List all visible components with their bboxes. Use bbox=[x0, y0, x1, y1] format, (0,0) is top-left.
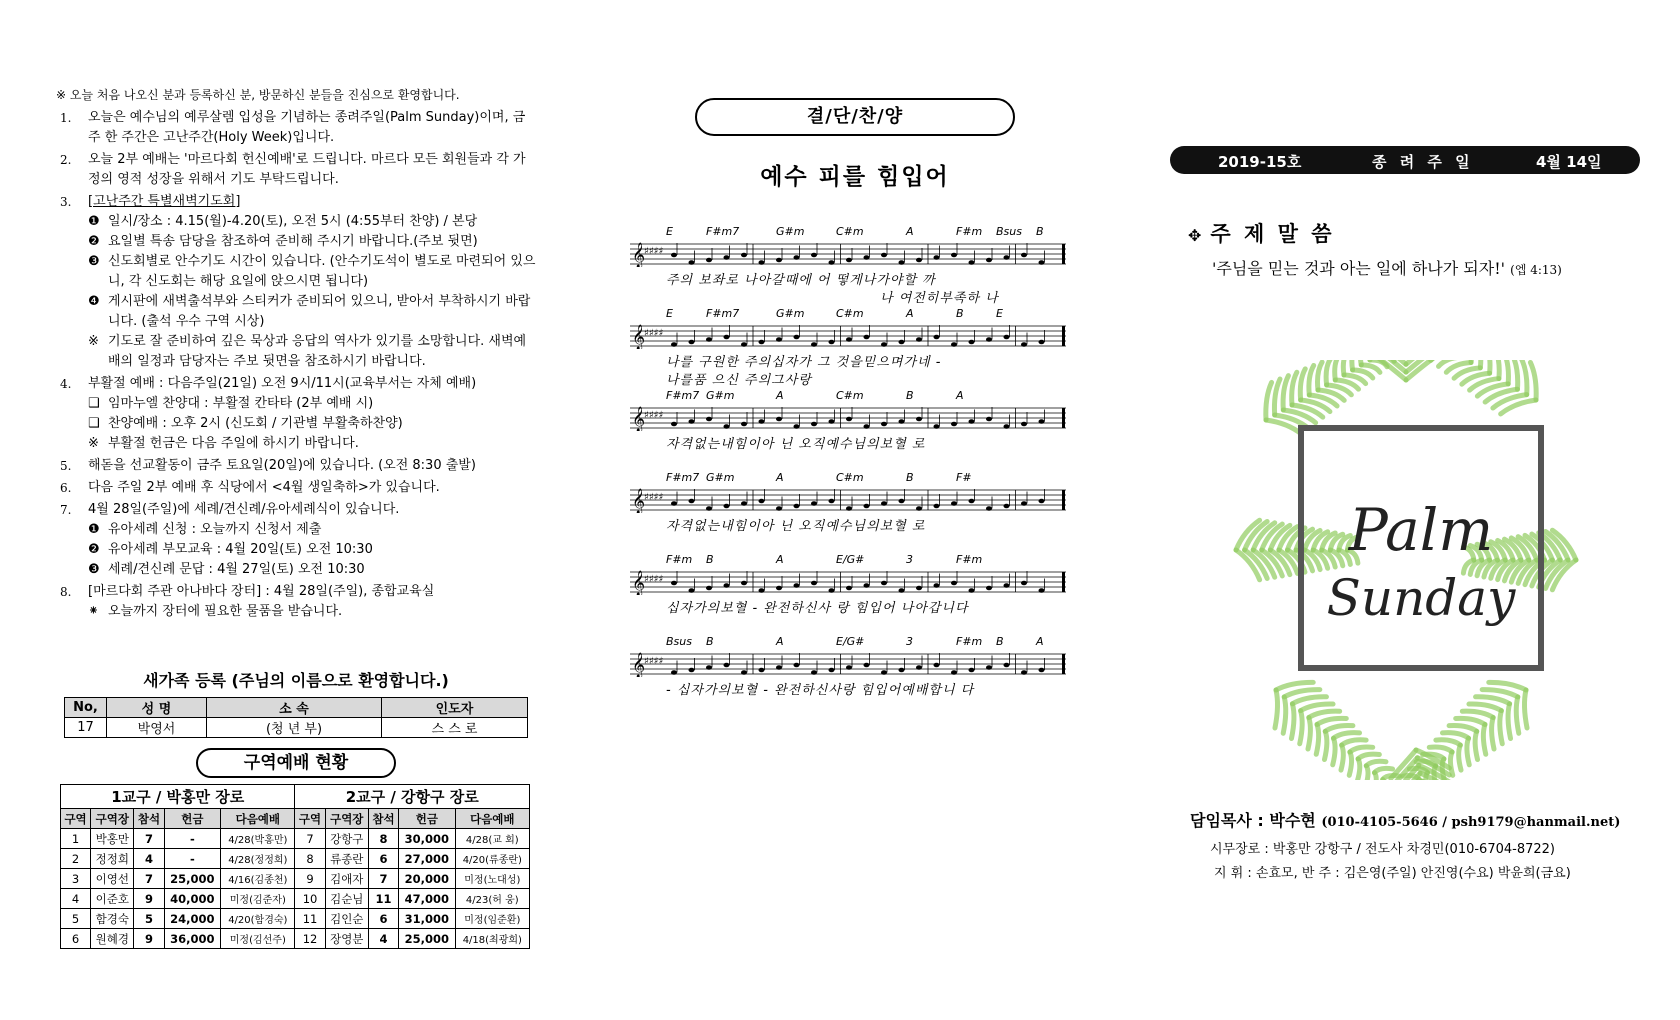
chord-label: C#m bbox=[836, 225, 864, 238]
lyric-line: 나 여전히부족하 나 bbox=[880, 291, 999, 306]
note-icon bbox=[934, 424, 940, 429]
chord-label: B bbox=[706, 553, 714, 566]
note-icon bbox=[794, 504, 800, 509]
note-icon bbox=[951, 253, 957, 258]
note-icon bbox=[811, 422, 817, 427]
treble-clef-icon: 𝄞 bbox=[632, 653, 646, 677]
note-icon bbox=[986, 337, 992, 342]
note-icon bbox=[759, 499, 765, 504]
note-icon bbox=[706, 258, 712, 263]
chord-label: B bbox=[706, 635, 714, 648]
note-icon bbox=[706, 665, 712, 670]
chord-label: F#m bbox=[956, 553, 983, 566]
notice-sub: ❷ 유아세례 부모교육 : 4월 20일(토) 오전 10:30 bbox=[88, 542, 373, 557]
key-signature-icon: ♯♯♯♯ bbox=[644, 410, 664, 421]
note-icon bbox=[916, 665, 922, 670]
note-icon bbox=[724, 504, 730, 509]
chord-label: A bbox=[956, 389, 964, 402]
notice-sub: ❷ 요일별 특송 담당을 참조하여 준비해 주시기 바랍니다.(주보 뒷면) bbox=[88, 234, 478, 249]
chord-label: F#m bbox=[956, 635, 983, 648]
chord-row bbox=[666, 471, 1070, 487]
note-icon bbox=[986, 586, 992, 591]
staff-line bbox=[630, 553, 1080, 635]
note-icon bbox=[776, 258, 782, 263]
note-icon bbox=[776, 665, 782, 670]
music-staff bbox=[630, 487, 1066, 513]
note-icon bbox=[759, 260, 765, 265]
note-icon bbox=[846, 337, 852, 342]
chord-label: G#m bbox=[776, 225, 805, 238]
note-icon bbox=[1021, 581, 1027, 586]
note-icon bbox=[1021, 501, 1027, 506]
chord-label: B bbox=[1036, 225, 1044, 238]
notice-1 bbox=[56, 108, 536, 148]
treble-clef-icon: 𝄞 bbox=[632, 243, 646, 267]
note-icon bbox=[724, 255, 730, 260]
treble-clef-icon: 𝄞 bbox=[632, 407, 646, 431]
note-icon bbox=[741, 501, 747, 506]
note-icon bbox=[741, 342, 747, 347]
note-icon bbox=[864, 255, 870, 260]
notice-sub: ❑ 임마누엘 찬양대 : 부활절 칸타타 (2부 예배 시) bbox=[88, 396, 374, 411]
chord-label: B bbox=[996, 635, 1004, 648]
note-icon bbox=[1004, 663, 1010, 668]
treble-clef-icon: 𝄞 bbox=[632, 571, 646, 595]
note-icon bbox=[986, 665, 992, 670]
notice-text: 오늘은 예수님의 예루살렘 입성을 기념하는 종려주일(Palm Sunday)이며, 금주 한 주간은 고난주간(Holy Week)입니다. bbox=[88, 110, 526, 145]
note-icon bbox=[829, 419, 835, 424]
notice-5 bbox=[56, 456, 536, 476]
chord-label: A bbox=[776, 635, 784, 648]
chord-label: C#m bbox=[836, 471, 864, 484]
note-icon bbox=[899, 419, 905, 424]
chord-row bbox=[666, 389, 1070, 405]
notice-sub: ❹ 게시판에 새벽출석부와 스티커가 준비되어 있으니, 받아서 부착하시기 바랍니다. (출석 우수 구역 시상) bbox=[88, 294, 531, 329]
hymn-header: 결/단/찬/양 bbox=[695, 98, 1015, 136]
note-icon bbox=[706, 417, 712, 422]
note-icon bbox=[759, 340, 765, 345]
note-icon bbox=[811, 342, 817, 347]
note-icon bbox=[776, 586, 782, 591]
staff-line bbox=[630, 307, 1080, 389]
group-2-title: 2교구 / 강항구 장로 bbox=[295, 785, 530, 809]
lyric-line: 자격없는내힘이아 닌 오직예수님의보혈 로 bbox=[666, 437, 926, 452]
note-icon bbox=[724, 335, 730, 340]
note-icon bbox=[1039, 340, 1045, 345]
note-icon bbox=[846, 417, 852, 422]
notice-text: 부활절 예배 : 다음주일(21일) 오전 9시/11시(교육부서는 자체 예배) bbox=[88, 376, 477, 391]
chord-row bbox=[666, 635, 1070, 651]
note-icon bbox=[899, 668, 905, 673]
note-icon bbox=[689, 588, 695, 593]
note-icon bbox=[759, 419, 765, 424]
chord-label: E/G# bbox=[836, 635, 865, 648]
notice-number: 7. bbox=[60, 503, 72, 517]
lyric-line: 주의 보좌로 나아갈때에 어 떻게나가야할 까 bbox=[666, 273, 936, 288]
key-signature-icon: ♯♯♯♯ bbox=[644, 656, 664, 667]
music-staff bbox=[630, 651, 1066, 677]
note-icon bbox=[1039, 588, 1045, 593]
note-icon bbox=[1021, 422, 1027, 427]
note-icon bbox=[916, 586, 922, 591]
note-icon bbox=[706, 337, 712, 342]
theme-verse: '주님을 믿는 것과 아는 일에 하나가 되자!' (엡 4:13) bbox=[1212, 259, 1562, 278]
note-icon bbox=[846, 586, 852, 591]
note-icon bbox=[671, 342, 677, 347]
key-signature-icon: ♯♯♯♯ bbox=[644, 574, 664, 585]
sheet-music bbox=[630, 225, 1080, 717]
elders-info: 시무장로 : 박홍만 강항구 / 전도사 차경민(010-6704-8722) bbox=[1210, 842, 1555, 857]
key-signature-icon: ♯♯♯♯ bbox=[644, 492, 664, 503]
notice-number: 1. bbox=[60, 111, 72, 125]
note-icon bbox=[951, 670, 957, 675]
staff-line bbox=[630, 471, 1080, 553]
note-icon bbox=[881, 422, 887, 427]
note-icon bbox=[794, 663, 800, 668]
chord-label: Bsus bbox=[996, 225, 1022, 238]
notice-number: 4. bbox=[60, 377, 72, 391]
table-row: 3 이영선 7 25,000 4/16(김종천) 9 김애자 7 20,000 미정(노대성) bbox=[61, 869, 530, 889]
new-family-title: 새가족 등록 (주님의 이름으로 환영합니다.) bbox=[143, 671, 449, 690]
note-icon bbox=[1004, 424, 1010, 429]
note-icon bbox=[864, 504, 870, 509]
note-icon bbox=[759, 588, 765, 593]
note-icon bbox=[794, 424, 800, 429]
note-icon bbox=[864, 424, 870, 429]
note-icon bbox=[1004, 335, 1010, 340]
palm-sunday-image bbox=[1196, 360, 1606, 780]
staff-line bbox=[630, 635, 1080, 717]
note-icon bbox=[794, 335, 800, 340]
chord-label: A bbox=[1036, 635, 1044, 648]
chord-row bbox=[666, 225, 1070, 241]
notice-number: 3. bbox=[60, 195, 72, 209]
note-icon bbox=[916, 337, 922, 342]
note-icon bbox=[951, 342, 957, 347]
table-row: 6 원혜경 9 36,000 미정(김선주) 12 장영분 4 25,000 4/18(최광희) bbox=[61, 929, 530, 949]
chord-label: F# bbox=[956, 471, 972, 484]
note-icon bbox=[846, 506, 852, 511]
lyric-line: 십자가의보혈 - 완전하신사 랑 힘입어 나아갑니다 bbox=[666, 601, 969, 616]
note-icon bbox=[934, 335, 940, 340]
chord-label: E bbox=[996, 307, 1003, 320]
chord-label: F#m bbox=[956, 225, 983, 238]
note-icon bbox=[689, 260, 695, 265]
notice-number: 6. bbox=[60, 481, 72, 495]
chord-label: 3 bbox=[906, 553, 913, 566]
note-icon bbox=[969, 260, 975, 265]
notice-2 bbox=[56, 150, 536, 190]
note-icon bbox=[689, 419, 695, 424]
note-icon bbox=[881, 501, 887, 506]
chord-label: G#m bbox=[776, 307, 805, 320]
note-icon bbox=[671, 501, 677, 506]
chord-label: A bbox=[776, 389, 784, 402]
note-icon bbox=[829, 340, 835, 345]
issue-number: 2019-15호 bbox=[1218, 153, 1302, 171]
chord-label: G#m bbox=[706, 389, 735, 402]
note-icon bbox=[899, 340, 905, 345]
notice-sub: ❑ 찬양예배 : 오후 2시 (신도회 / 기관별 부활축하찬양) bbox=[88, 416, 403, 431]
note-icon bbox=[741, 581, 747, 586]
note-icon bbox=[706, 586, 712, 591]
note-icon bbox=[986, 258, 992, 263]
staff-line bbox=[630, 389, 1080, 471]
note-icon bbox=[899, 588, 905, 593]
note-icon bbox=[864, 663, 870, 668]
song-title: 예수 피를 힘입어 bbox=[760, 163, 950, 190]
note-icon bbox=[811, 253, 817, 258]
note-icon bbox=[811, 670, 817, 675]
hymn-column bbox=[630, 98, 1080, 717]
note-icon bbox=[1021, 342, 1027, 347]
note-icon bbox=[1004, 255, 1010, 260]
treble-clef-icon: 𝄞 bbox=[632, 489, 646, 513]
note-icon bbox=[1021, 670, 1027, 675]
table-row: 4 이준호 9 40,000 미정(김준자) 10 김순님 11 47,000 4/23(허 웅) bbox=[61, 889, 530, 909]
note-icon bbox=[741, 253, 747, 258]
note-icon bbox=[934, 663, 940, 668]
notices-column bbox=[56, 86, 536, 624]
diamond-icon: ✥ bbox=[1188, 226, 1205, 245]
note-icon bbox=[829, 499, 835, 504]
issue-date: 4월 14일 bbox=[1536, 153, 1602, 171]
notice-title: [고난주간 특별새벽기도회] bbox=[88, 194, 241, 209]
table-row: 17 박영서 (청 년 부) 스 스 로 bbox=[65, 718, 528, 738]
notice-number: 8. bbox=[60, 585, 72, 599]
notice-sub: ❶ 유아세례 신청 : 오늘까지 신청서 제출 bbox=[88, 522, 322, 537]
chord-label: A bbox=[906, 307, 914, 320]
note-icon bbox=[899, 260, 905, 265]
note-icon bbox=[846, 258, 852, 263]
note-icon bbox=[916, 258, 922, 263]
note-icon bbox=[829, 668, 835, 673]
note-icon bbox=[741, 670, 747, 675]
welcome-text: ※ 오늘 처음 나오신 분과 등록하신 분, 방문하신 분들을 진심으로 환영합니다. bbox=[56, 88, 460, 102]
note-icon bbox=[969, 419, 975, 424]
note-icon bbox=[934, 255, 940, 260]
note-icon bbox=[846, 665, 852, 670]
palm-text: Palm bbox=[1348, 496, 1494, 564]
sunday-text: Sunday bbox=[1326, 569, 1516, 627]
note-icon bbox=[864, 335, 870, 340]
notice-text: 오늘 2부 예배는 '마르다회 헌신예배'로 드립니다. 마르다 모든 회원들과 각 가정의 영적 성장을 위해서 기도 부탁드립니다. bbox=[88, 152, 526, 187]
chord-label: A bbox=[776, 553, 784, 566]
chord-label: B bbox=[906, 471, 914, 484]
note-icon bbox=[881, 253, 887, 258]
note-icon bbox=[724, 663, 730, 668]
new-family-table: No, 성 명 소 속 인도자 17 박영서 (청 년 부) 스 스 로 bbox=[64, 697, 528, 738]
palm-leaf-icon bbox=[1196, 360, 1606, 780]
lyric-line: 자격없는내힘이아 닌 오직예수님의보혈 로 bbox=[666, 519, 926, 534]
note-icon bbox=[689, 499, 695, 504]
key-signature-icon: ♯♯♯♯ bbox=[644, 246, 664, 257]
chord-label: A bbox=[776, 471, 784, 484]
note-icon bbox=[794, 583, 800, 588]
choir-info: 지 휘 : 손효모, 반 주 : 김은영(주일) 안진영(수요) 박윤희(금요) bbox=[1214, 866, 1571, 881]
note-icon bbox=[916, 417, 922, 422]
note-icon bbox=[1039, 668, 1045, 673]
notice-sub: ❸ 세례/견신례 문답 : 4월 27일(토) 오전 10:30 bbox=[88, 562, 365, 577]
note-icon bbox=[811, 581, 817, 586]
notice-sub: ❸ 신도회별로 안수기도 시간이 있습니다. (안수기도석이 별도로 마련되어 있으니, 각 신도회는 해당 요일에 앉으시면 됩니다) bbox=[88, 254, 536, 289]
note-icon bbox=[776, 417, 782, 422]
treble-clef-icon: 𝄞 bbox=[632, 325, 646, 349]
note-icon bbox=[969, 588, 975, 593]
notice-sub: ※ 기도로 잘 준비하여 깊은 묵상과 응답의 역사가 있기를 소망합니다. 새벽예배의 일정과 담당자는 주보 뒷면을 참조하시기 바랍니다. bbox=[88, 334, 527, 369]
music-staff bbox=[630, 405, 1066, 431]
notice-number: 2. bbox=[60, 153, 72, 167]
lyric-line: 나를 구원한 주의십자가 그 것을믿으며가네 - bbox=[666, 355, 942, 370]
chord-label: C#m bbox=[836, 307, 864, 320]
note-icon bbox=[934, 504, 940, 509]
chord-label: E/G# bbox=[836, 553, 865, 566]
chord-label: F#m7 bbox=[706, 225, 740, 238]
note-icon bbox=[899, 499, 905, 504]
chord-label: F#m bbox=[666, 553, 693, 566]
note-icon bbox=[759, 668, 765, 673]
key-signature-icon: ♯♯♯♯ bbox=[644, 328, 664, 339]
notice-number: 5. bbox=[60, 459, 72, 473]
note-icon bbox=[706, 506, 712, 511]
note-icon bbox=[951, 581, 957, 586]
notice-sub: ⁕ 오늘까지 장터에 필요한 물품을 받습니다. bbox=[88, 604, 343, 619]
table-row: 2 정정희 4 - 4/28(정정희) 8 류종란 6 27,000 4/20(류종란) bbox=[61, 849, 530, 869]
note-icon bbox=[1039, 499, 1045, 504]
note-icon bbox=[969, 499, 975, 504]
note-icon bbox=[829, 260, 835, 265]
lyric-line: - 십자가의보혈 - 완전하신사랑 힘입어예배합니 다 bbox=[666, 683, 975, 698]
note-icon bbox=[969, 340, 975, 345]
notice-6 bbox=[56, 478, 536, 498]
note-icon bbox=[881, 670, 887, 675]
note-icon bbox=[829, 588, 835, 593]
note-icon bbox=[671, 422, 677, 427]
note-icon bbox=[864, 583, 870, 588]
note-icon bbox=[741, 422, 747, 427]
note-icon bbox=[916, 506, 922, 511]
chord-label: 3 bbox=[906, 635, 913, 648]
chord-label: F#m7 bbox=[666, 471, 700, 484]
note-icon bbox=[776, 337, 782, 342]
chord-label: C#m bbox=[836, 389, 864, 402]
theme-heading: ✥ 주 제 말 씀 bbox=[1188, 222, 1335, 246]
worship-status-title: 구역예배 현황 bbox=[196, 748, 396, 778]
table-row: 1 박홍만 7 - 4/28(박홍만) 7 강항구 8 30,000 4/28(교 회) bbox=[61, 829, 530, 849]
chord-label: E bbox=[666, 225, 673, 238]
music-staff bbox=[630, 323, 1066, 349]
chord-label: G#m bbox=[706, 471, 735, 484]
note-icon bbox=[1004, 583, 1010, 588]
note-icon bbox=[671, 253, 677, 258]
chord-label: Bsus bbox=[666, 635, 692, 648]
note-icon bbox=[951, 501, 957, 506]
notice-8 bbox=[56, 582, 536, 622]
sunday-name: 종 려 주 일 bbox=[1372, 153, 1474, 171]
note-icon bbox=[794, 255, 800, 260]
new-family-section bbox=[64, 668, 528, 738]
note-icon bbox=[689, 340, 695, 345]
staff-line bbox=[630, 225, 1080, 307]
notice-text: 다음 주일 2부 예배 후 식당에서 <4월 생일축하>가 있습니다. bbox=[88, 480, 440, 495]
note-icon bbox=[1039, 419, 1045, 424]
note-icon bbox=[1039, 260, 1045, 265]
chord-label: E bbox=[666, 307, 673, 320]
pastor-info: 담임목사 : 박수현 (010-4105-5646 / psh9179@hanmail.net) bbox=[1190, 811, 1621, 830]
note-icon bbox=[986, 506, 992, 511]
note-icon bbox=[881, 342, 887, 347]
notice-7 bbox=[56, 500, 536, 580]
worship-status-table: 1교구 / 박홍만 장로 2교구 / 강항구 장로 구역 구역장 참석 헌금 다음예배 구역 구역장 참석 헌금 다음예배 1 박홍만 7 - 4/28(박홍만) 7 강항구 8 30,000 4/28(교 회) 2 정정희 4 - 4/28(정정희) 8 류종란 6 27,000 4/20(류종란) 3 이영선 7 25,000 4/16(김종천) 9 김애자 7 20,000 미정(노대성) 4 이준호 9 40,000 미정(김준자) 10 김순님 11 47,000 4/23(허 웅) 5 함경숙 5 24,000 4/20(함경숙) 11 김인순 6 31,000 미정(임준환) 6 원혜경 9 36,000 미정(김선주) 12 장영분 4 25,000 4/18(최광희) bbox=[60, 784, 530, 949]
note-icon bbox=[969, 668, 975, 673]
notice-4 bbox=[56, 374, 536, 454]
issue-banner bbox=[1170, 146, 1640, 174]
note-icon bbox=[934, 583, 940, 588]
chord-label: A bbox=[906, 225, 914, 238]
lyric-line: 나를품 으신 주의그사랑 bbox=[666, 373, 812, 388]
music-staff bbox=[630, 569, 1066, 595]
notice-sub: ※ 부활절 헌금은 다음 주일에 하시기 바랍니다. bbox=[88, 436, 359, 451]
note-icon bbox=[776, 506, 782, 511]
note-icon bbox=[986, 417, 992, 422]
chord-row bbox=[666, 307, 1070, 323]
notice-text: 4월 28일(주일)에 세례/견신례/유아세례식이 있습니다. bbox=[88, 502, 400, 517]
note-icon bbox=[724, 583, 730, 588]
note-icon bbox=[1021, 253, 1027, 258]
note-icon bbox=[811, 501, 817, 506]
chord-label: F#m7 bbox=[666, 389, 700, 402]
note-icon bbox=[671, 670, 677, 675]
note-icon bbox=[671, 581, 677, 586]
chord-label: B bbox=[906, 389, 914, 402]
notice-3 bbox=[56, 192, 536, 372]
note-icon bbox=[724, 424, 730, 429]
chord-row bbox=[666, 553, 1070, 569]
notice-sub: ❶ 일시/장소 : 4.15(월)-4.20(토), 오전 5시 (4:55부터 찬양) / 본당 bbox=[88, 214, 478, 229]
table-row: 5 함경숙 5 24,000 4/20(함경숙) 11 김인순 6 31,000 미정(임준환) bbox=[61, 909, 530, 929]
note-icon bbox=[1004, 504, 1010, 509]
note-icon bbox=[951, 422, 957, 427]
group-1-title: 1교구 / 박홍만 장로 bbox=[61, 785, 295, 809]
chord-label: B bbox=[956, 307, 964, 320]
worship-status-section bbox=[60, 784, 530, 949]
notice-text: 해돋을 선교활동이 금주 토요일(20일)에 있습니다. (오전 8:30 출발) bbox=[88, 458, 476, 473]
chord-label: F#m7 bbox=[706, 307, 740, 320]
notice-text: [마르다회 주관 아나바다 장터] : 4월 28일(주일), 종합교육실 bbox=[88, 584, 435, 599]
note-icon bbox=[881, 581, 887, 586]
note-icon bbox=[689, 668, 695, 673]
music-staff bbox=[630, 241, 1066, 267]
